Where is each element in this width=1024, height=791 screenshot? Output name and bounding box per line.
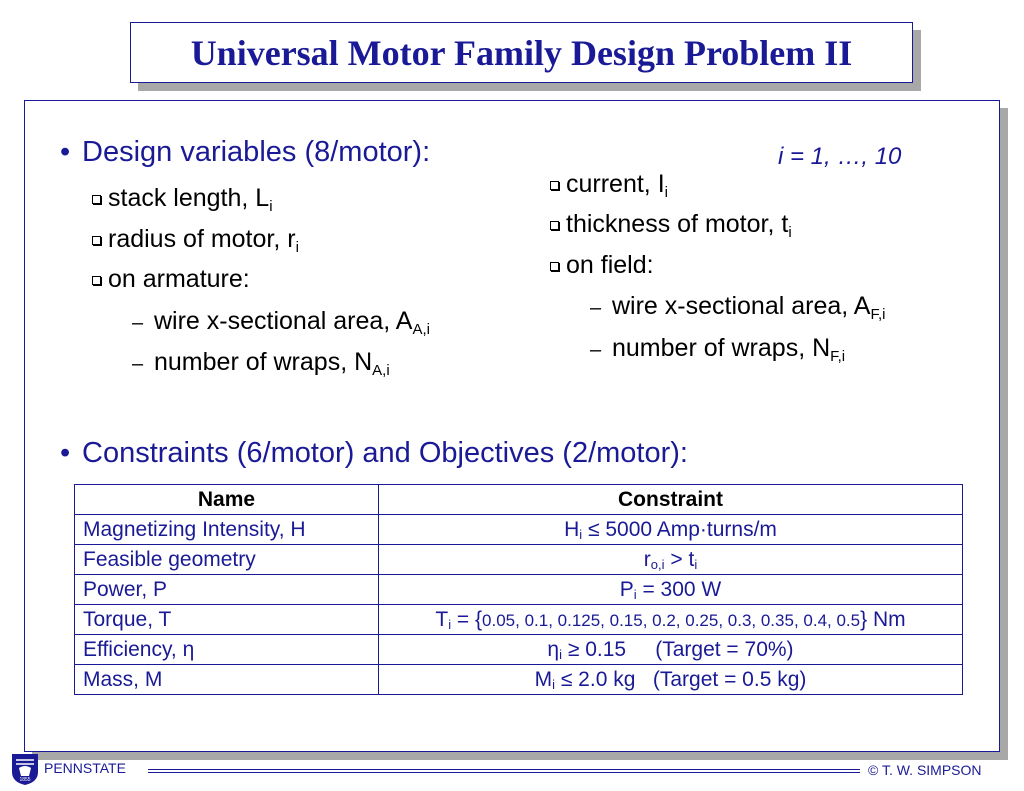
header-constraint: Constraint bbox=[379, 485, 963, 515]
var-radius: radius of motor, $r_i$ bbox=[92, 225, 299, 254]
pennstate-brand: PENNSTATE bbox=[44, 760, 126, 776]
var-armature-area: – wire x-sectional area, $A_{A,i}$ bbox=[132, 307, 430, 338]
slide-title: Universal Motor Family Design Problem II bbox=[190, 33, 853, 73]
var-field-wraps: – number of wraps, $N_{F,i}$ bbox=[590, 334, 846, 365]
square-bullet-icon bbox=[92, 236, 101, 245]
square-bullet-icon bbox=[92, 195, 101, 204]
row-name: Power, P bbox=[75, 575, 379, 605]
var-field: on field: bbox=[550, 251, 654, 280]
var-armature-wraps: – number of wraps, $N_{A,i}$ bbox=[132, 348, 390, 379]
constraints-table bbox=[74, 484, 963, 695]
square-bullet-icon bbox=[550, 221, 559, 230]
row-constraint: ηi ≥ 0.15 (Target = 70%) bbox=[379, 635, 963, 665]
table-row bbox=[75, 635, 963, 665]
header-name: Name bbox=[75, 485, 379, 515]
constraints-text: Constraints (6/motor) and Objectives (2/motor): bbox=[82, 437, 688, 469]
var-stack-length: stack length, $L_i$ bbox=[92, 184, 273, 213]
table-row bbox=[75, 605, 963, 635]
dash-bullet-icon: – bbox=[132, 312, 144, 334]
row-constraint: Pi = 300 W bbox=[379, 575, 963, 605]
constraints-heading bbox=[60, 437, 688, 470]
design-variables-heading bbox=[60, 136, 430, 169]
table-row bbox=[75, 665, 963, 695]
square-bullet-icon bbox=[550, 181, 559, 190]
row-name: Mass, M bbox=[75, 665, 379, 695]
footer-rule bbox=[148, 769, 860, 773]
table-row bbox=[75, 515, 963, 545]
row-name: Efficiency, η bbox=[75, 635, 379, 665]
dash-bullet-icon: – bbox=[132, 353, 144, 375]
row-name: Feasible geometry bbox=[75, 545, 379, 575]
row-constraint: Ti = {0.05, 0.1, 0.125, 0.15, 0.2, 0.25, 0.3, 0.35, 0.4, 0.5} Nm bbox=[379, 605, 963, 635]
design-variables-text: Design variables (8/motor): bbox=[82, 136, 431, 168]
index-label: i = 1, …, 10 bbox=[778, 143, 902, 170]
row-constraint: Hi ≤ 5000 Amp·turns/m bbox=[379, 515, 963, 545]
square-bullet-icon bbox=[92, 276, 101, 285]
square-bullet-icon bbox=[550, 262, 559, 271]
bullet-icon: • bbox=[60, 437, 71, 469]
pennstate-logo-icon bbox=[10, 752, 40, 786]
dash-bullet-icon: – bbox=[590, 297, 602, 319]
table-header-row bbox=[75, 485, 963, 515]
var-current: current, $I_i$ bbox=[550, 170, 668, 199]
svg-text:1855: 1855 bbox=[19, 777, 31, 783]
dash-bullet-icon: – bbox=[590, 339, 602, 361]
var-armature: on armature: bbox=[92, 265, 250, 294]
row-name: Torque, T bbox=[75, 605, 379, 635]
row-constraint: Mi ≤ 2.0 kg (Target = 0.5 kg) bbox=[379, 665, 963, 695]
var-field-area: – wire x-sectional area, $A_{F,i}$ bbox=[590, 292, 886, 323]
var-thickness: thickness of motor, $t_i$ bbox=[550, 210, 792, 239]
copyright: © T. W. SIMPSON bbox=[868, 762, 982, 778]
title-box bbox=[130, 22, 913, 83]
row-constraint: ro,i > ti bbox=[379, 545, 963, 575]
table-row bbox=[75, 575, 963, 605]
table-row bbox=[75, 545, 963, 575]
row-name: Magnetizing Intensity, H bbox=[75, 515, 379, 545]
bullet-icon: • bbox=[60, 136, 71, 168]
